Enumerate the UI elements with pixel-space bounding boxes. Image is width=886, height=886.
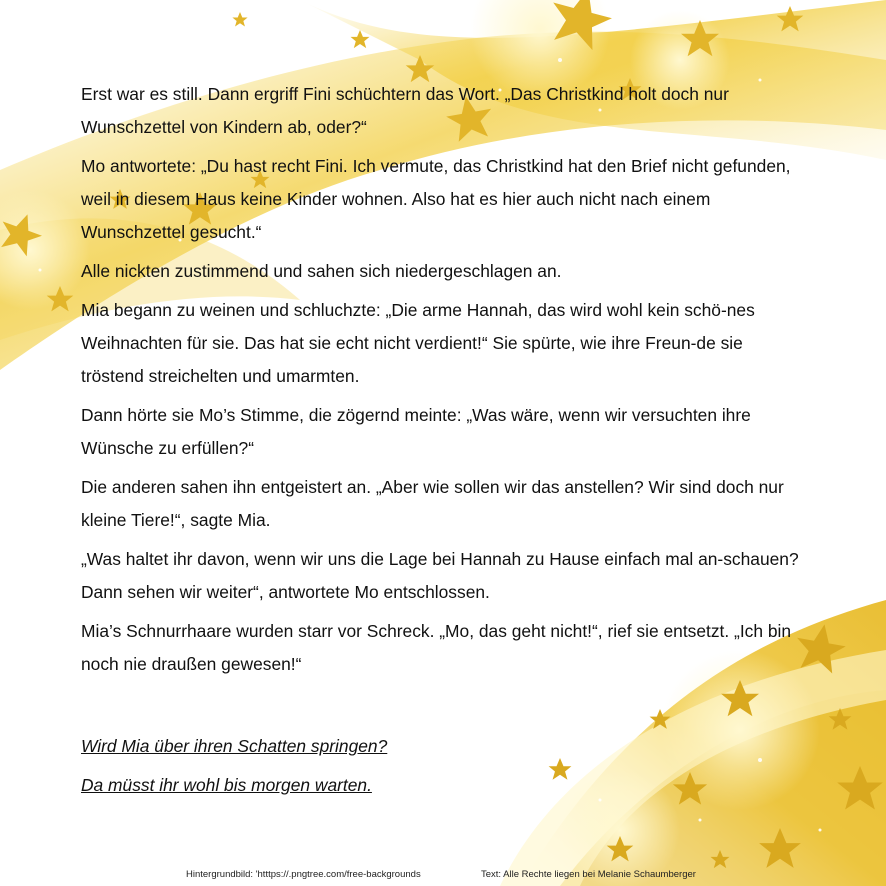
story-paragraph-6: Die anderen sahen ihn entgeistert an. „Aber wie sollen wir das anstellen? Wir sind doch nur kleine Tiere!“, sagte Mia.	[81, 477, 784, 530]
story-paragraph-2: Mo antwortete: „Du hast recht Fini. Ich vermute, das Christkind hat den Brief nicht gefunden, weil in diesem Haus keine Kinder wohnen. Also hat es hier auch nicht nach einem Wunschzettel gesucht.“	[81, 156, 791, 242]
story-text	[81, 78, 801, 687]
story-paragraph-3: Alle nickten zustimmend und sahen sich niedergeschlagen an.	[81, 261, 562, 281]
background-credit: Hintergrundbild: 'htttps://.pngtree.com/free-backgrounds	[186, 869, 421, 880]
story-paragraph-8: Mia’s Schnurrhaare wurden starr vor Schreck. „Mo, das geht nicht!“, rief sie entsetzt. „Ich bin noch nie draußen gewesen!“	[81, 621, 792, 674]
story-paragraph-1: Erst war es still. Dann ergriff Fini schüchtern das Wort. „Das Christkind holt doch nur Wunschzettel von Kindern ab, oder?“	[81, 84, 729, 137]
story-paragraph-5: Dann hörte sie Mo’s Stimme, die zögernd meinte: „Was wäre, wenn wir versuchten ihre Wünsche zu erfüllen?“	[81, 405, 751, 458]
text-credit: Text: Alle Rechte liegen bei Melanie Schaumberger	[481, 869, 696, 880]
story-paragraph-7: „Was haltet ihr davon, wenn wir uns die Lage bei Hannah zu Hause einfach mal an-schauen? Dann sehen wir weiter“, antwortete Mo entschlossen.	[81, 549, 799, 602]
teaser-answer: Da müsst ihr wohl bis morgen warten.	[81, 775, 372, 795]
teaser-question: Wird Mia über ihren Schatten springen?	[81, 736, 388, 756]
story-paragraph-4: Mia begann zu weinen und schluchzte: „Die arme Hannah, das wird wohl kein schö-nes Weihnachten für sie. Das hat sie echt nicht verdient!“ Sie spürte, wie ihre Freun-de sie tröstend streichelten und umarmten.	[81, 300, 755, 386]
